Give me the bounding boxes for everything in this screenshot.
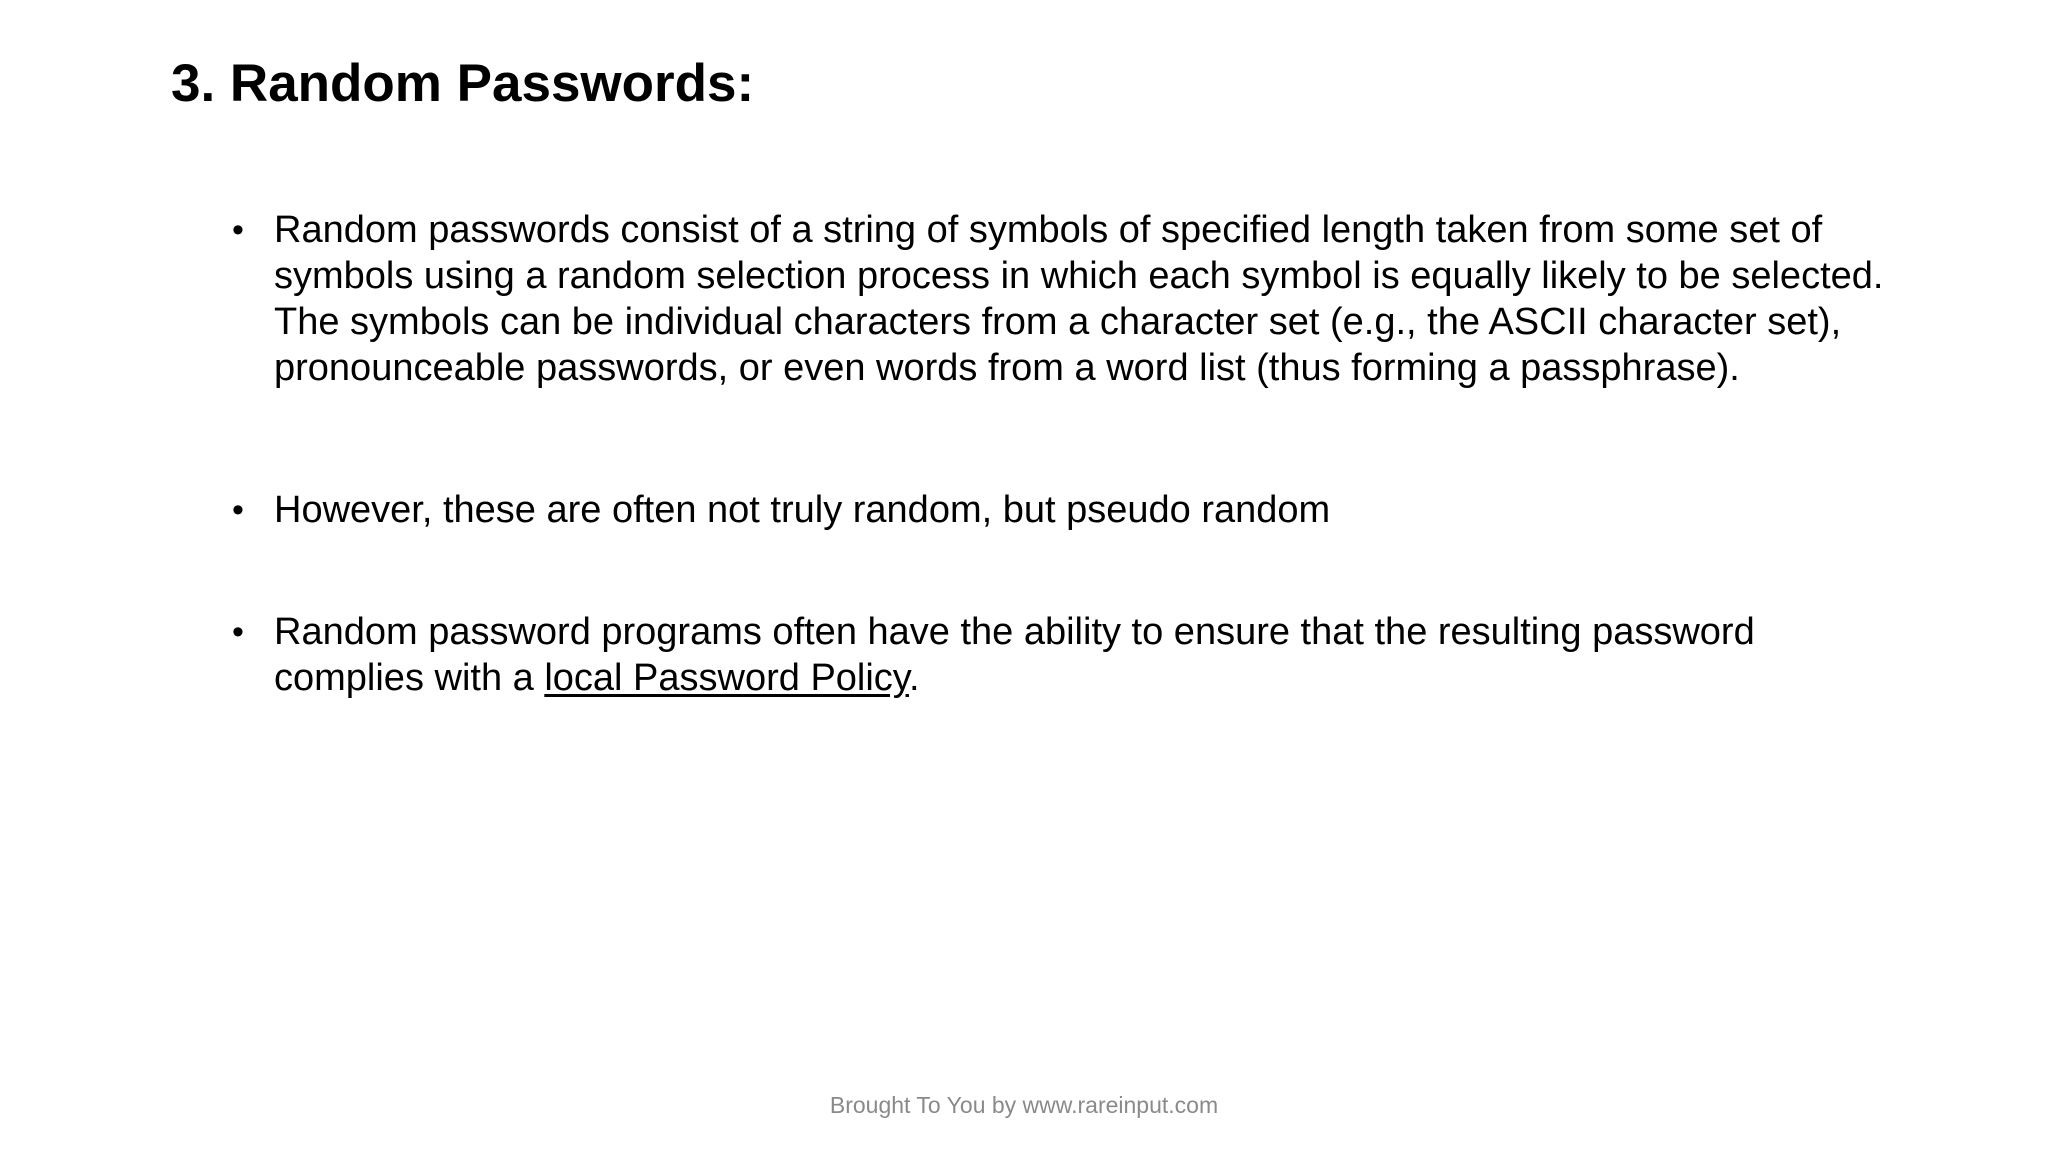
bullet-text: However, these are often not truly random, but pseudo random (274, 489, 1331, 531)
local-password-policy-link[interactable]: local Password Policy (544, 657, 909, 699)
bullet-text: Random passwords consist of a string of symbols of specified length taken from some set of symbols using a random selection process in which each symbol is equally likely to be selected. The symbols can be individual characters from a character set (e.g., the ASCII character set), pronounceable passwords, or even words from a word list (thus forming a passphrase). (274, 209, 1884, 389)
bullet-text-after-link: . (908, 657, 920, 699)
bullet-dot-icon: • (232, 211, 244, 249)
bullet-text-before-link: Random password programs often have the ability to ensure that the resulting password complies with a (274, 611, 1755, 699)
bullet-item-password-policy (232, 609, 1912, 701)
bullet-item-random-passwords (232, 207, 1912, 391)
bullet-list (232, 207, 1912, 701)
bullet-item-pseudo-random (232, 487, 1912, 533)
slide-title: 3. Random Passwords: (171, 54, 755, 113)
bullet-dot-icon: • (232, 491, 244, 529)
footer-credit: Brought To You by www.rareinput.com (829, 1092, 1219, 1118)
bullet-dot-icon: • (232, 613, 244, 651)
